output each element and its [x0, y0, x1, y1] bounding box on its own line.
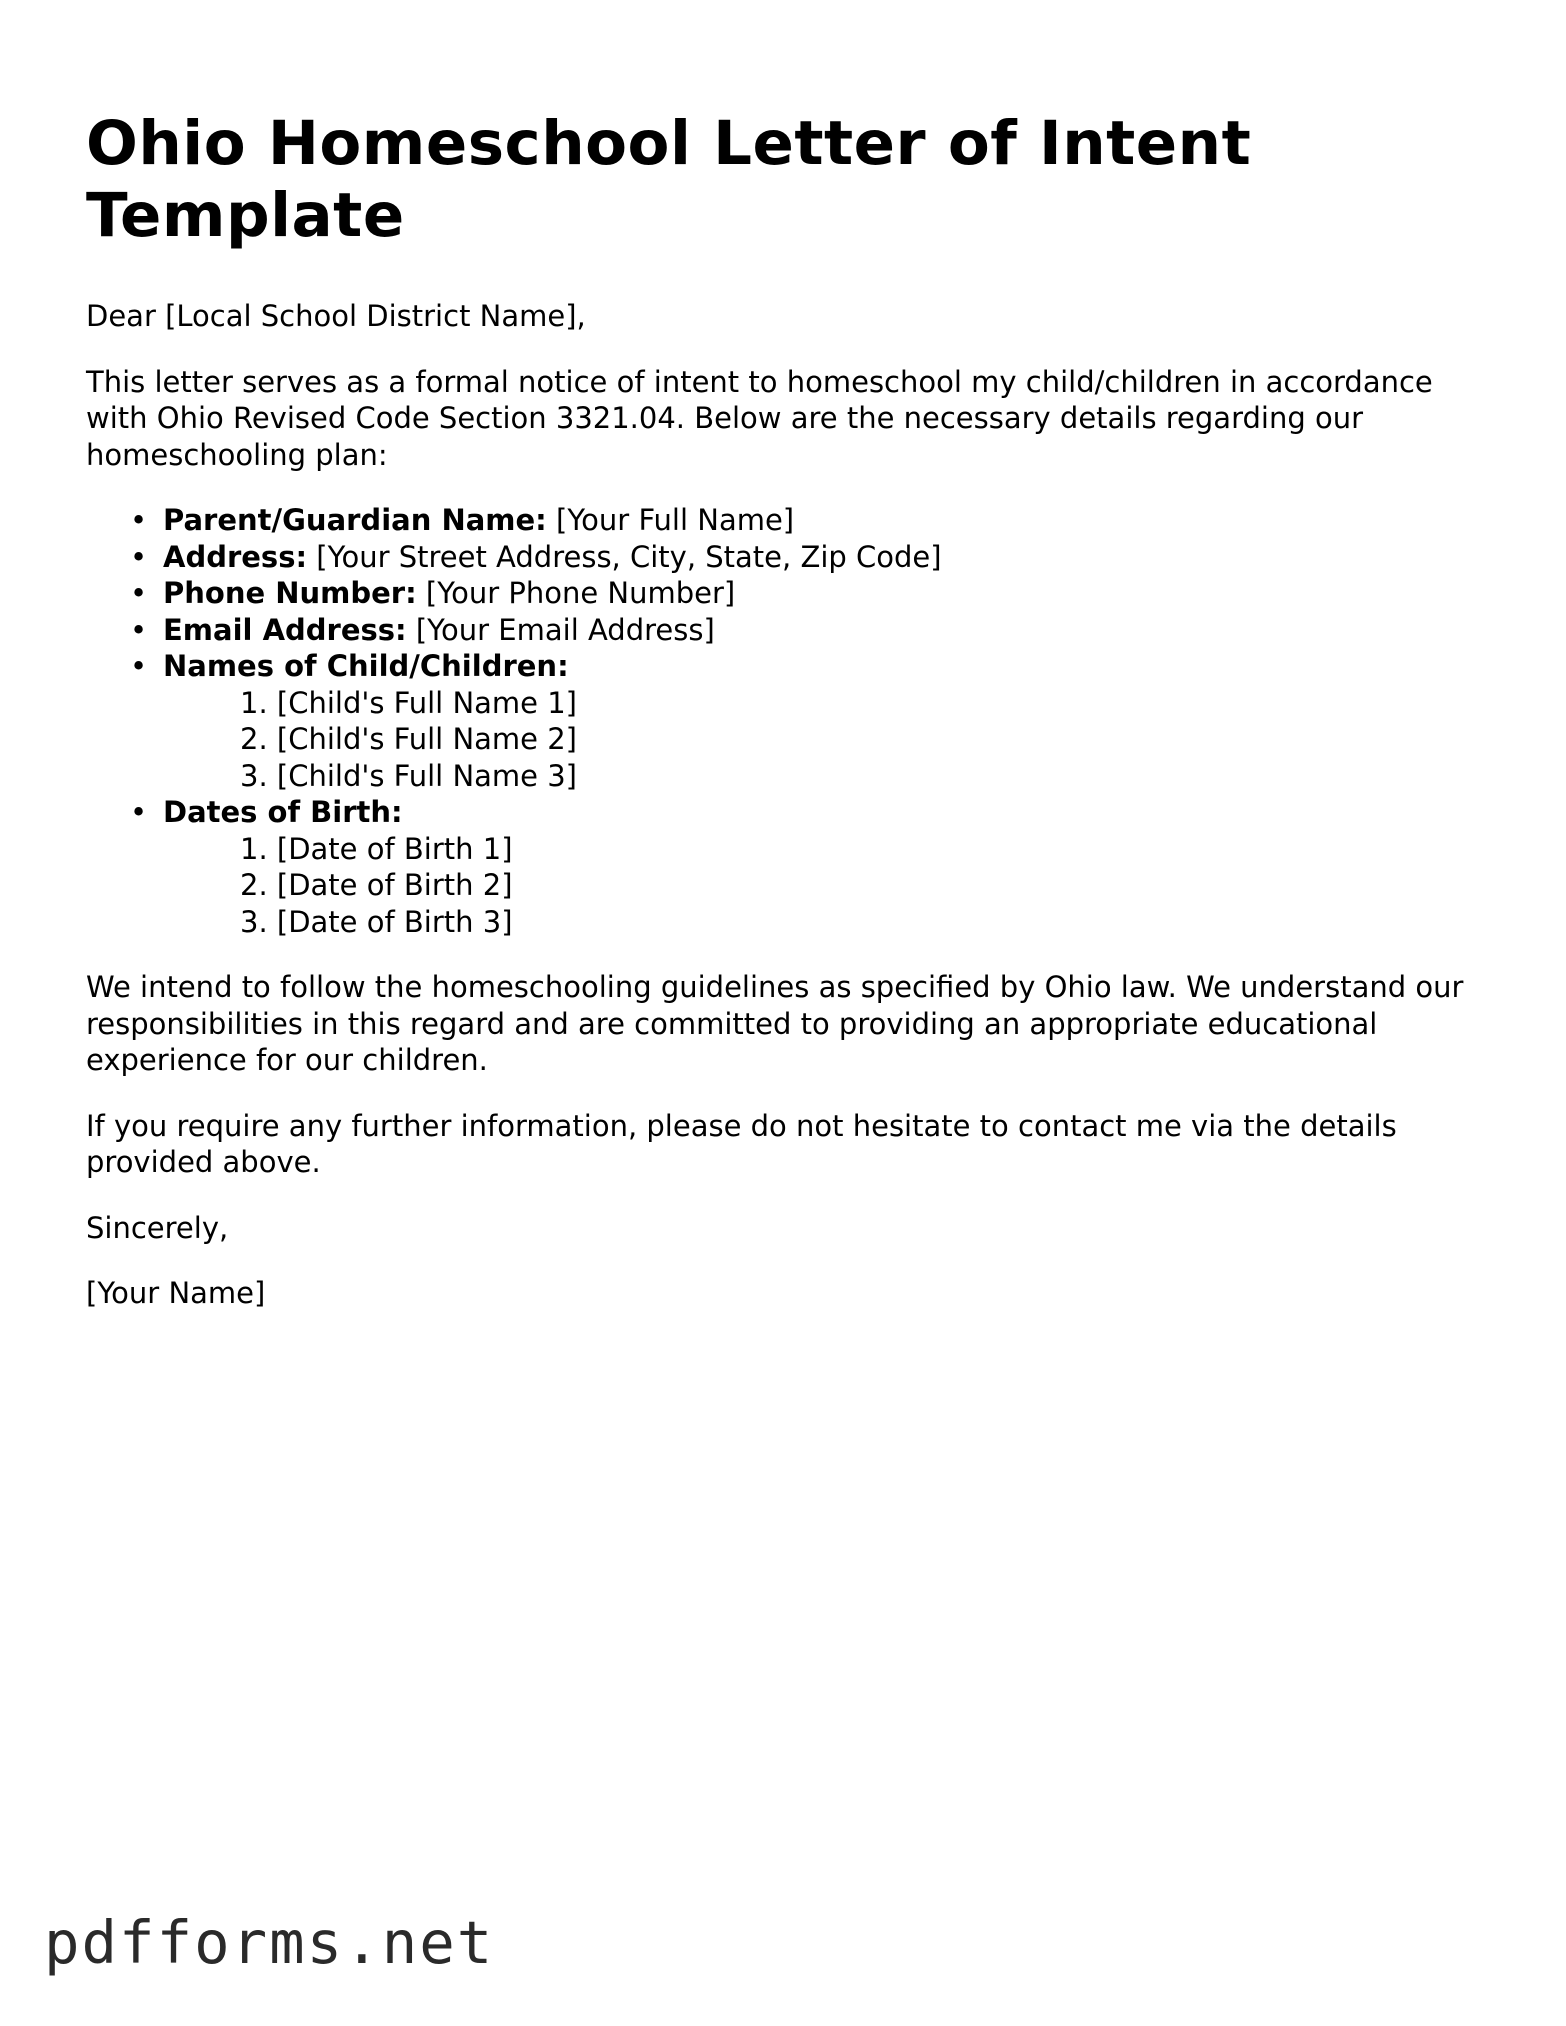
bullet-icon: •: [130, 539, 148, 574]
details-list: [86, 502, 1486, 940]
detail-label: Phone Number:: [163, 576, 417, 610]
detail-value: [Your Full Name]: [556, 503, 795, 537]
closing: Sincerely,: [86, 1210, 229, 1245]
bullet-icon: •: [130, 576, 148, 610]
letter-page: [86, 108, 1486, 1312]
detail-children: [130, 648, 1486, 794]
detail-address: [130, 539, 1486, 576]
list-item: 3. [Date of Birth 3]: [240, 904, 513, 939]
salutation: Dear [Local School District Name],: [86, 299, 586, 333]
intent-paragraph: We intend to follow the homeschooling guidelines as specified by Ohio law. We understand our responsibilities in this regard and are committed to providing an appropriate educational experience for our children.: [86, 970, 1464, 1077]
bullet-icon: •: [130, 795, 148, 829]
title-line-2: Template: [86, 180, 405, 251]
page-title: [86, 108, 1486, 252]
detail-value: [Your Street Address, City, State, Zip Code]: [316, 539, 942, 574]
signature: [Your Name]: [86, 1276, 266, 1310]
detail-parent: [130, 502, 1486, 539]
intro-paragraph: This letter serves as a formal notice of intent to homeschool my child/children in accordance with Ohio Revised Code Section 3321.04. Below are the necessary details regarding our homeschooling plan:: [86, 364, 1433, 472]
detail-births: [130, 794, 1486, 940]
bullet-icon: •: [130, 503, 148, 537]
children-list: [163, 685, 1486, 795]
bullet-icon: •: [130, 612, 148, 647]
detail-value: [Your Phone Number]: [425, 576, 736, 610]
detail-email: [130, 612, 1486, 649]
bullet-icon: •: [130, 649, 148, 683]
detail-label: Parent/Guardian Name:: [163, 503, 547, 537]
detail-label: Names of Child/Children:: [163, 649, 569, 683]
detail-label: Address:: [163, 539, 308, 574]
detail-phone: [130, 575, 1486, 612]
title-line-1: Ohio Homeschool Letter of Intent: [86, 108, 1252, 179]
detail-label: Email Address:: [163, 612, 407, 647]
further-info-paragraph: If you require any further information, please do not hesitate to contact me via the details provided above.: [86, 1108, 1397, 1179]
list-item: 2. [Child's Full Name 2]: [240, 722, 577, 756]
list-item: 1. [Date of Birth 1]: [240, 831, 513, 866]
list-item: 2. [Date of Birth 2]: [240, 868, 513, 902]
watermark: pdfforms.net: [44, 1908, 495, 1977]
list-item: 3. [Child's Full Name 3]: [240, 758, 577, 793]
births-list: [163, 831, 1486, 941]
detail-label: Dates of Birth:: [163, 795, 403, 829]
detail-value: [Your Email Address]: [415, 612, 715, 647]
list-item: 1. [Child's Full Name 1]: [240, 685, 577, 720]
